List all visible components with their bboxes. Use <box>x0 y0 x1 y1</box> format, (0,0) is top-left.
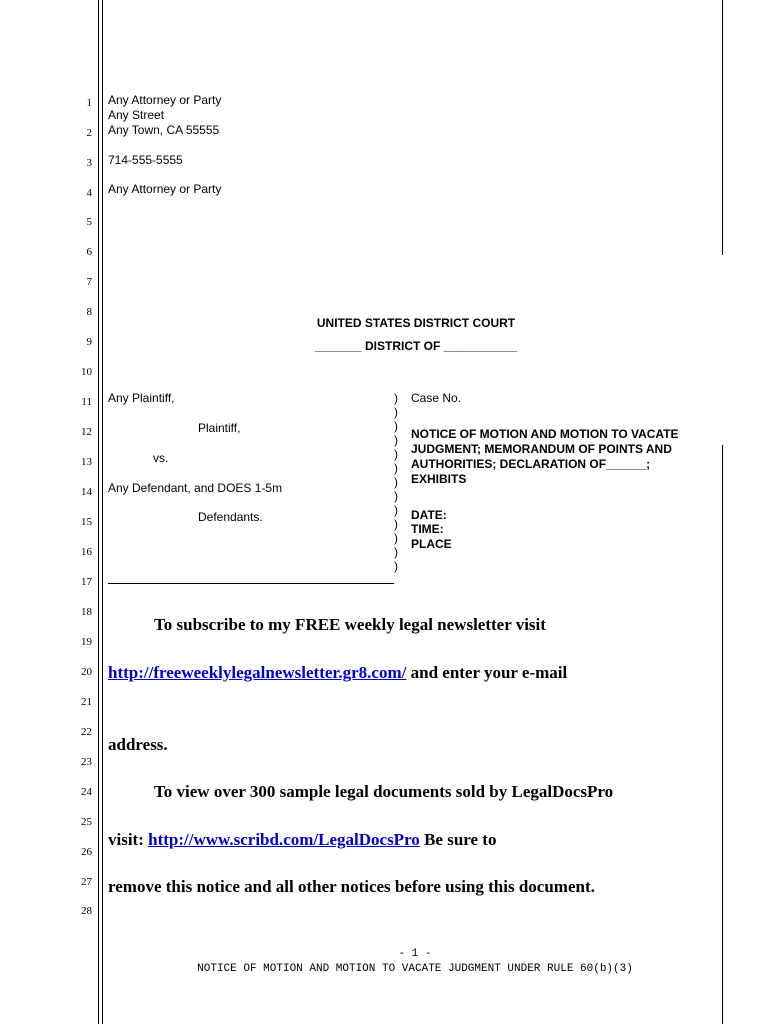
email-text: and enter your e-mail <box>406 663 568 682</box>
hearing-date-label: DATE: <box>411 508 447 522</box>
versus-label: vs. <box>153 451 169 465</box>
line-number: 23 <box>81 756 92 768</box>
attorney-name: Any Attorney or Party <box>108 93 222 107</box>
paren: ) <box>394 447 398 461</box>
paren: ) <box>394 559 398 573</box>
line-number: 25 <box>81 816 92 828</box>
line-number: 1 <box>86 97 92 109</box>
motion-title-line: JUDGMENT; MEMORANDUM OF POINTS AND <box>411 442 672 456</box>
court-district: _______ DISTRICT OF ___________ <box>314 339 518 353</box>
line-number: 28 <box>81 905 92 917</box>
line-number: 9 <box>86 336 92 348</box>
line-number: 12 <box>81 426 92 438</box>
court-name: UNITED STATES DISTRICT COURT <box>316 316 516 330</box>
page-number: - 1 - <box>398 948 432 960</box>
line-number: 26 <box>81 846 92 858</box>
line-number: 4 <box>86 187 92 199</box>
line-number: 16 <box>81 546 92 558</box>
line-number: 13 <box>81 456 92 468</box>
motion-title-line: EXHIBITS <box>411 472 467 486</box>
motion-title-line: AUTHORITIES; DECLARATION OF______; <box>411 457 651 471</box>
paren: ) <box>394 391 398 405</box>
paren: ) <box>394 489 398 503</box>
line-number: 18 <box>81 606 92 618</box>
paren: ) <box>394 545 398 559</box>
remove-notice-line: remove this notice and all other notices before using this document. <box>108 877 595 896</box>
address-line: address. <box>108 735 168 754</box>
line-number: 2 <box>86 127 92 139</box>
line-number: 22 <box>81 726 92 738</box>
plaintiff-role: Plaintiff, <box>198 421 241 435</box>
paren: ) <box>394 475 398 489</box>
case-number-label: Case No. <box>411 391 462 405</box>
left-margin-line-inner <box>102 0 103 1024</box>
attorney-street: Any Street <box>108 108 165 122</box>
motion-title-line: NOTICE OF MOTION AND MOTION TO VACATE <box>411 427 679 441</box>
hearing-place-label: PLACE <box>411 537 452 551</box>
line-number: 6 <box>86 246 92 258</box>
attorney-city: Any Town, CA 55555 <box>108 123 220 137</box>
newsletter-line <box>108 663 567 683</box>
line-number: 5 <box>86 216 92 228</box>
be-sure-text: Be sure to <box>419 830 497 849</box>
attorney-for: Any Attorney or Party <box>108 182 222 196</box>
view-documents-line: To view over 300 sample legal documents sold by LegalDocsPro <box>154 782 614 801</box>
paren: ) <box>394 503 398 517</box>
visit-label: visit: <box>108 830 149 849</box>
paren: ) <box>394 461 398 475</box>
caption-rule <box>108 583 394 584</box>
plaintiff-name: Any Plaintiff, <box>108 391 175 405</box>
line-number: 19 <box>81 636 92 648</box>
paren: ) <box>394 433 398 447</box>
line-number: 21 <box>81 696 92 708</box>
hearing-time-label: TIME: <box>411 522 444 536</box>
line-number: 8 <box>86 306 92 318</box>
line-number: 17 <box>81 576 92 588</box>
line-number: 10 <box>81 366 92 378</box>
line-number: 14 <box>81 486 92 498</box>
paren: ) <box>394 517 398 531</box>
line-number: 27 <box>81 876 92 888</box>
paren: ) <box>394 405 398 419</box>
visit-line <box>108 830 496 850</box>
line-number: 24 <box>81 786 92 798</box>
paren: ) <box>394 419 398 433</box>
attorney-phone: 714-555-5555 <box>108 153 183 167</box>
line-number: 3 <box>86 157 92 169</box>
footer-title: NOTICE OF MOTION AND MOTION TO VACATE JUDGMENT UNDER RULE 60(b)(3) <box>197 963 633 975</box>
subscribe-line: To subscribe to my FREE weekly legal newsletter visit <box>154 615 546 634</box>
line-number: 7 <box>86 276 92 288</box>
right-margin-line <box>722 0 723 1024</box>
line-number: 20 <box>81 666 92 678</box>
paren: ) <box>394 531 398 545</box>
scribd-link[interactable]: http://www.scribd.com/LegalDocsPro <box>148 830 420 849</box>
line-number: 11 <box>81 396 92 408</box>
defendant-role: Defendants. <box>198 510 263 524</box>
left-margin-line-outer <box>98 0 99 1024</box>
newsletter-link[interactable]: http://freeweeklylegalnewsletter.gr8.com/ <box>108 663 407 682</box>
line-number: 15 <box>81 516 92 528</box>
defendant-name: Any Defendant, and DOES 1-5m <box>108 481 283 495</box>
